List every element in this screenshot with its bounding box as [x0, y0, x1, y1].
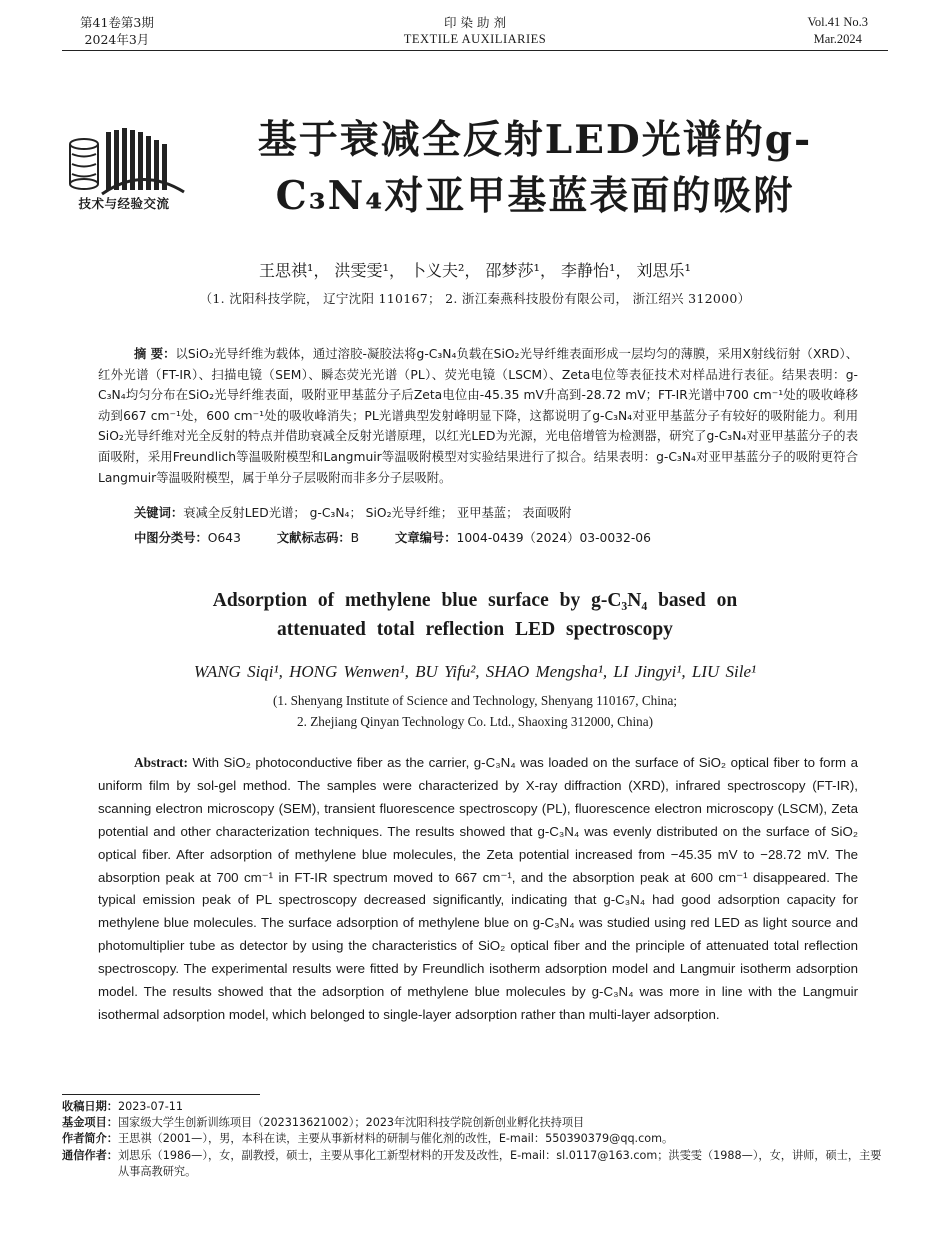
footnote-text: 刘思乐（1986—），女，副教授，硕士，主要从事化工新型材料的开发及改性，E-mail：sl.0117@163.com；洪雯雯（1988—），女，讲师，硕士，主要从事高教研究。: [117, 1148, 882, 1178]
footnote-label: 基金项目：: [62, 1116, 118, 1130]
keywords-cn-label: 关键词：: [134, 506, 184, 520]
date-line: 2024年3月: [84, 32, 150, 47]
authors-en: WANG Siqi¹, HONG Wenwen¹, BU Yifu², SHAO Mengsha¹, LI Jingyi¹, LIU Sile¹: [193, 662, 757, 681]
footnote-label: 作者简介：: [62, 1132, 118, 1146]
affiliation-en-line2: 2. Zhejiang Qinyan Technology Co. Ltd., Shaoxing 312000, China): [297, 714, 653, 729]
article-title-cn: [200, 112, 870, 224]
article-number-value: 1004-0439（2024）03-0032-06: [456, 531, 651, 545]
keywords-cn-text: 衰减全反射LED光谱； g-C₃N₄； SiO₂光导纤维； 亚甲基蓝； 表面吸附: [183, 506, 572, 520]
footnote-funding: [62, 1115, 890, 1131]
date-en-line: Mar.2024: [813, 32, 862, 46]
article-title-en-line2: attenuated total reflection LED spectroscopy: [277, 619, 673, 640]
running-header: [62, 14, 888, 50]
abstract-cn-label: 摘 要：: [134, 347, 176, 361]
column-logo-label: 技术与经验交流: [78, 196, 170, 211]
footnote-corresponding: [62, 1148, 890, 1180]
footnote-label: 收稿日期：: [62, 1100, 118, 1113]
abstract-en-label: Abstract:: [134, 755, 188, 770]
footnote-text: 国家级大学生创新训练项目（202313621002）；2023年沈阳科技学院创新创业孵化扶持项目: [117, 1116, 585, 1130]
footnote-label: 通信作者：: [62, 1148, 118, 1162]
abstract-en: [98, 752, 858, 1027]
clc-value: O643: [207, 531, 241, 545]
classification-line: [134, 528, 858, 546]
clc-label: 中图分类号：: [134, 531, 208, 545]
header-divider: [62, 50, 888, 51]
article-number-label: 文章编号：: [395, 531, 457, 545]
volume-issue-en: [807, 14, 868, 48]
abstract-cn: [98, 344, 858, 488]
article-title-cn-line2: C₃N₄对亚甲基蓝表面的吸附: [275, 173, 795, 219]
affiliations-cn: （1. 沈阳科技学院， 辽宁沈阳 110167； 2. 浙江秦燕科技股份有限公司， 浙江绍兴 312000）: [199, 291, 751, 306]
article-title-en-line1: Adsorption of methylene blue surface by g-C₃N₄ based on: [212, 590, 738, 611]
footnote-received: [62, 1099, 890, 1115]
affiliation-en-line1: (1. Shenyang Institute of Science and Technology, Shenyang 110167, China;: [272, 693, 678, 708]
affiliations-en: [0, 690, 950, 732]
footnote-text: 2023-07-11: [117, 1100, 183, 1113]
article-title-cn-line1: 基于衰减全反射LED光谱的g-: [257, 117, 813, 163]
abstract-en-text: With SiO₂ photoconductive fiber as the carrier, g-C₃N₄ was loaded on the surface of SiO₂ optical fiber to form a uniform film by sol-gel method. The samples were characterized by X-ray diffraction (XRD), infrared spectroscopy (FT-IR), scanning electron microscopy (SEM), transient fluorescence spectroscopy (PL), fluorescence electron microscopy (LSCM), Zeta potential and other characterization techniques. The results showed that g-C₃N₄ was evenly distributed on the surface of SiO₂ optical fiber. After adsorption of methylene blue molecules, the Zeta potential increased from −45.35 mV to −28.72 mV. The absorption peak at 700 cm⁻¹ in FT-IR spectrum moved to 667 cm⁻¹, and the absorption peak at 600 cm⁻¹ disappeared. The typical emission peak of PL spectroscopy decreased significantly, indicating that g-C₃N₄ had good adsorption capacity for methylene blue molecules. The surface adsorption of methylene blue on g-C₃N₄ was studied using red LED as light source and photomultiplier tube as detector by using the characteristics of SiO₂ optical fiber and the principle of attenuated total reflection spectroscopy. The experimental results were fitted by Freundlich isotherm adsorption model and Langmuir isotherm adsorption model. The results showed that the adsorption of methylene blue molecules by g-C₃N₄ was more in line with the Langmuir isothermal adsorption model, which belonged to single-layer adsorption rather than multi-layer adsorption.: [98, 755, 858, 1022]
volume-issue-line: 第41卷第3期: [80, 15, 154, 30]
article-title-en: [0, 586, 950, 644]
journal-name-en: TEXTILE AUXILIARIES: [403, 32, 547, 46]
doc-code-value: B: [350, 531, 360, 545]
footnote-text: 王思祺（2001—），男，本科在读，主要从事新材料的研制与催化剂的改性，E-mail：550390379@qq.com。: [117, 1132, 674, 1146]
doc-code-label: 文献标志码：: [276, 531, 351, 545]
journal-name-cn: 印 染 助 剂: [444, 15, 506, 30]
authors-cn: 王思祺¹， 洪雯雯¹， 卜义夫²， 邵梦莎¹， 李静怡¹， 刘思乐¹: [259, 261, 691, 280]
footnotes: [62, 1099, 890, 1180]
keywords-cn: [134, 503, 858, 521]
volume-issue-en-line: Vol.41 No.3: [807, 15, 868, 29]
abstract-cn-text: 以SiO₂光导纤维为载体，通过溶胶-凝胶法将g-C₃N₄负载在SiO₂光导纤维表面形成一层均匀的薄膜，采用X射线衍射（XRD）、红外光谱（FT-IR）、扫描电镜（SEM）、瞬态荧光光谱（PL）、荧光电镜（LSCM）、Zeta电位等表征技术对样品进行表征。结果表明：g-C₃N₄均匀分布在SiO₂光导纤维表面，吸附亚甲基蓝分子后Zeta电位由-45.35 mV升高到-28.72 mV；FT-IR光谱中700 cm⁻¹处的吸收峰移动到667 cm⁻¹处，600 cm⁻¹处的吸收峰消失；PL光谱典型发射峰明显下降，这都说明了g-C₃N₄对亚甲基蓝分子有较好的吸附能力。利用SiO₂光导纤维对光全反射的特点并借助衰减全反射光谱原理，以红光LED为光源，光电倍增管为检测器，研究了g-C₃N₄对亚甲基蓝分子的表面吸附，采用Freundlich等温吸附模型和Langmuir等温吸附模型对实验结果进行了拟合。结果表明：g-C₃N₄对亚甲基蓝分子的吸附更符合Langmuir等温吸附模型，属于单分子层吸附而非多分子层吸附。: [98, 347, 859, 485]
footnote-divider: [62, 1094, 260, 1095]
journal-name: [62, 14, 888, 48]
footnote-author-bio: [62, 1131, 890, 1147]
